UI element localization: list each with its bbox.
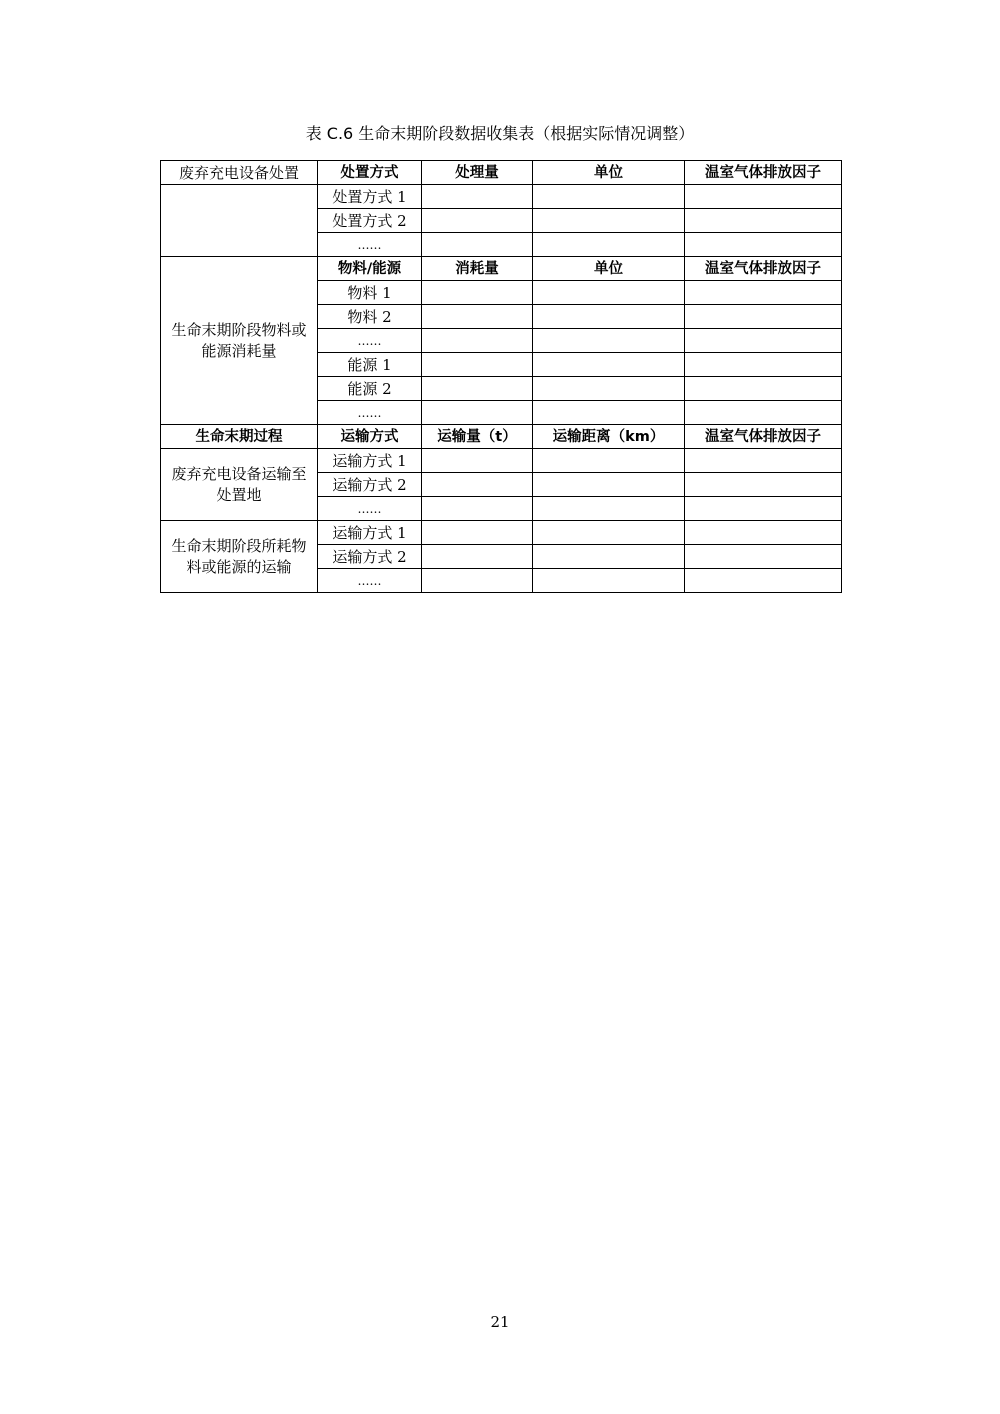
disposal-label: 废弃充电设备处置	[161, 161, 318, 185]
header-material-energy: 物料/能源	[318, 257, 422, 281]
table-cell	[533, 521, 685, 545]
table-cell	[422, 377, 533, 401]
table-cell	[533, 329, 685, 353]
row-label: 运输方式 1	[318, 449, 422, 473]
header-disposal-method: 处置方式	[318, 161, 422, 185]
consumption-label: 生命末期阶段物料或能源消耗量	[161, 257, 318, 425]
page-number: 21	[490, 1313, 510, 1331]
table-cell	[533, 449, 685, 473]
table-row	[161, 449, 842, 473]
row-label: 处置方式 2	[318, 209, 422, 233]
table-cell	[685, 329, 842, 353]
table-cell	[685, 521, 842, 545]
table-cell	[533, 569, 685, 593]
table-row	[161, 185, 842, 209]
table-cell	[422, 305, 533, 329]
row-label: 处置方式 1	[318, 185, 422, 209]
table-cell	[533, 377, 685, 401]
table-cell	[685, 497, 842, 521]
table-cell	[533, 233, 685, 257]
table-row	[161, 425, 842, 449]
row-label: ……	[318, 401, 422, 425]
header-ghg-factor: 温室气体排放因子	[685, 161, 842, 185]
table-cell	[685, 569, 842, 593]
row-label: ……	[318, 497, 422, 521]
table-row	[161, 257, 842, 281]
header-ghg-factor: 温室气体排放因子	[685, 425, 842, 449]
row-label: 运输方式 2	[318, 545, 422, 569]
table-caption: 表 C.6 生命末期阶段数据收集表（根据实际情况调整）	[305, 124, 695, 143]
table-cell	[533, 353, 685, 377]
row-label: 运输方式 2	[318, 473, 422, 497]
table-cell	[685, 377, 842, 401]
table-cell	[685, 281, 842, 305]
row-label: ……	[318, 233, 422, 257]
table-cell	[533, 305, 685, 329]
header-ghg-factor: 温室气体排放因子	[685, 257, 842, 281]
table-cell	[422, 281, 533, 305]
table-row	[161, 521, 842, 545]
table-cell	[685, 185, 842, 209]
table-cell	[533, 209, 685, 233]
table-cell	[533, 281, 685, 305]
table-cell	[422, 185, 533, 209]
transport-to-disposal-label: 废弃充电设备运输至处置地	[161, 449, 318, 521]
row-label: ……	[318, 329, 422, 353]
end-of-life-data-table	[160, 160, 842, 593]
header-consumption: 消耗量	[422, 257, 533, 281]
table-cell	[685, 401, 842, 425]
header-transport-distance: 运输距离（km）	[533, 425, 685, 449]
table-cell	[533, 497, 685, 521]
end-of-life-process-label: 生命末期过程	[161, 425, 318, 449]
table-cell	[685, 233, 842, 257]
header-unit: 单位	[533, 257, 685, 281]
header-unit: 单位	[533, 161, 685, 185]
table-cell	[422, 233, 533, 257]
row-label: 物料 1	[318, 281, 422, 305]
table-cell	[422, 521, 533, 545]
table-cell	[422, 353, 533, 377]
row-label: 物料 2	[318, 305, 422, 329]
table-cell	[685, 449, 842, 473]
table-cell	[533, 545, 685, 569]
table-row	[161, 161, 842, 185]
table-cell	[685, 209, 842, 233]
header-processed-amount: 处理量	[422, 161, 533, 185]
row-label: 运输方式 1	[318, 521, 422, 545]
table-cell	[685, 353, 842, 377]
header-transport-amount: 运输量（t）	[422, 425, 533, 449]
table-cell	[422, 473, 533, 497]
table-cell	[533, 401, 685, 425]
row-label: ……	[318, 569, 422, 593]
table-cell	[422, 209, 533, 233]
table-cell	[685, 545, 842, 569]
header-transport-mode: 运输方式	[318, 425, 422, 449]
table-cell	[685, 473, 842, 497]
empty-group-cell	[161, 185, 318, 257]
row-label: 能源 2	[318, 377, 422, 401]
table-cell	[422, 401, 533, 425]
table-cell	[533, 185, 685, 209]
table-cell	[422, 569, 533, 593]
row-label: 能源 1	[318, 353, 422, 377]
table-cell	[422, 497, 533, 521]
table-cell	[685, 305, 842, 329]
material-energy-transport-label: 生命末期阶段所耗物料或能源的运输	[161, 521, 318, 593]
table-cell	[422, 449, 533, 473]
table-cell	[533, 473, 685, 497]
table-cell	[422, 329, 533, 353]
table-cell	[422, 545, 533, 569]
